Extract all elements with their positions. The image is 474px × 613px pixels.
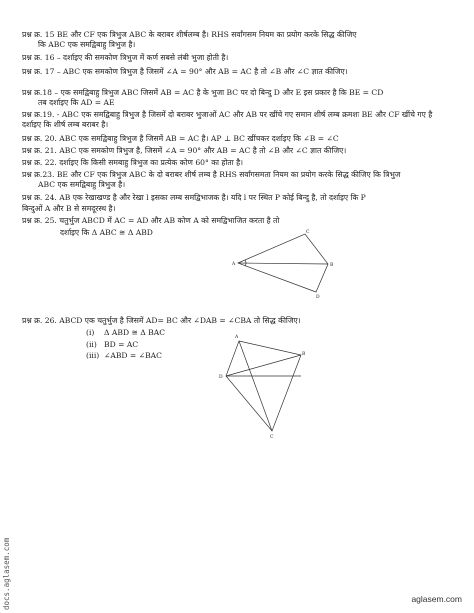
quadrilateral-outline: [226, 341, 301, 431]
fig2-label-d: D: [219, 375, 223, 380]
q24-line1: प्रश्न क्र. 24. AB एक रेखाखण्ड है और रेखा l इसका लम्ब समद्विभाजक है। यदि l पर स्थित P कोई बिन्दु है, तो दर्शाइए कि P: [22, 193, 366, 202]
fig1-label-c: C: [306, 230, 310, 235]
footer-site[interactable]: aglasem.com: [411, 594, 462, 604]
q19-line1: प्रश्न क्र.19. - ABC एक समद्विबाहु त्रिभुज है जिसमें दो बराबर भुजाओं AC और AB पर खींचे गए समान शीर्ष लम्ब क्रमशः BE और CF खींचे गए है: [22, 110, 433, 119]
q20-line1: प्रश्न क्र. 20. ABC एक समद्विबाहु त्रिभुज है जिसमें AB = AC है। AP ⊥ BC खींचकर दर्शाइए कि ∠B = ∠C: [22, 134, 339, 143]
q15-line2: कि ABC एक समद्विबाहु त्रिभुज है।: [38, 40, 136, 49]
q15-line1: प्रश्न क्र. 15 BE और CF एक त्रिभुज ABC के बराबर शीर्षलम्ब है। RHS सर्वांगसम नियम का प्रयोग करके सिद्ध कीजिए: [22, 30, 357, 39]
fig1-label-d: D: [316, 295, 320, 298]
q18-line1: प्रश्न क्र.18 – एक समद्विबाहु त्रिभुज ABC जिसमें AB = AC है के भुजा BC पर दो बिन्दु D और E इस प्रकार है कि BE = CD: [22, 88, 384, 97]
q22-line1: प्रश्न क्र. 22. दर्शाइए कि किसी समबाहु त्रिभुज का प्रत्येक कोण 60° का होता है।: [22, 158, 244, 167]
quadrilateral-figure-2: [205, 325, 305, 440]
fig2-label-b: B: [302, 352, 305, 357]
q25-line2: दर्शाइए कि Δ ABC ≅ Δ ABD: [60, 228, 153, 237]
q26-item-1-text: Δ ABD ≅ Δ BAC: [104, 328, 166, 337]
quadrilateral-figure-1: [230, 228, 340, 298]
q26-item-1-num: (i): [86, 328, 95, 337]
q26-line1: प्रश्न क्र. 26. ABCD एक चतुर्भुज है जिसमें AD= BC और ∠DAB = ∠CBA तो सिद्ध कीजिए।: [22, 316, 301, 325]
fig2-label-c: C: [270, 435, 274, 440]
q16-line1: प्रश्न क्र. 16 – दर्शाइए की समकोण त्रिभुज में कर्ण सबसे लंबी भुजा होती है।: [22, 53, 229, 62]
q18-line2: तब दर्शाइए कि AD = AE: [38, 98, 115, 107]
q23-line2: ABC एक समद्विबाहु त्रिभुज है।: [38, 180, 126, 189]
q24-line2: बिन्दुओं A और B से समदूरस्थ है।: [22, 204, 116, 213]
bisector-ab: [238, 263, 328, 264]
sidebar-watermark: docs.aglasem.com: [2, 537, 11, 610]
q17-line1: प्रश्न क्र. 17 – ABC एक समकोण त्रिभुज है जिसमें ∠A = 90° और AB = AC है तो ∠B और ∠C ज्ञात कीजिए।: [22, 67, 348, 76]
fig1-label-a: A: [232, 262, 236, 267]
q26-item-2-text: BD = AC: [104, 340, 139, 349]
q21-line1: प्रश्न क्र. 21. ABC एक समकोण त्रिभुज है, जिसमें ∠A = 90° और AB = AC है तो ∠B और ∠C ज्ञात कीजिए।: [22, 146, 347, 155]
q26-item-2-num: (ii): [86, 340, 97, 349]
diagonal-bd: [226, 355, 301, 376]
fig1-label-b: B: [330, 263, 334, 268]
q23-line1: प्रश्न क्र.23. BE और CF एक त्रिभुज ABC के दो बराबर शीर्ष लम्ब है RHS सर्वांगसमता नियम का प्रयोग करके सिद्ध कीजिए कि त्रिभुज: [22, 170, 401, 179]
fig2-label-a: A: [235, 335, 239, 340]
diagonal-ac: [239, 341, 272, 431]
q19-line2: दर्शाइए कि शीर्ष लम्ब बराबर है।: [22, 120, 109, 129]
q26-item-3-num: (iii): [86, 351, 100, 360]
q25-line1: प्रश्न क्र. 25. चतुर्भुज ABCD में AC = AD और AB कोण A को समद्विभाजित करता है तो: [22, 216, 280, 225]
q26-item-3-text: ∠ABD = ∠BAC: [104, 351, 162, 360]
